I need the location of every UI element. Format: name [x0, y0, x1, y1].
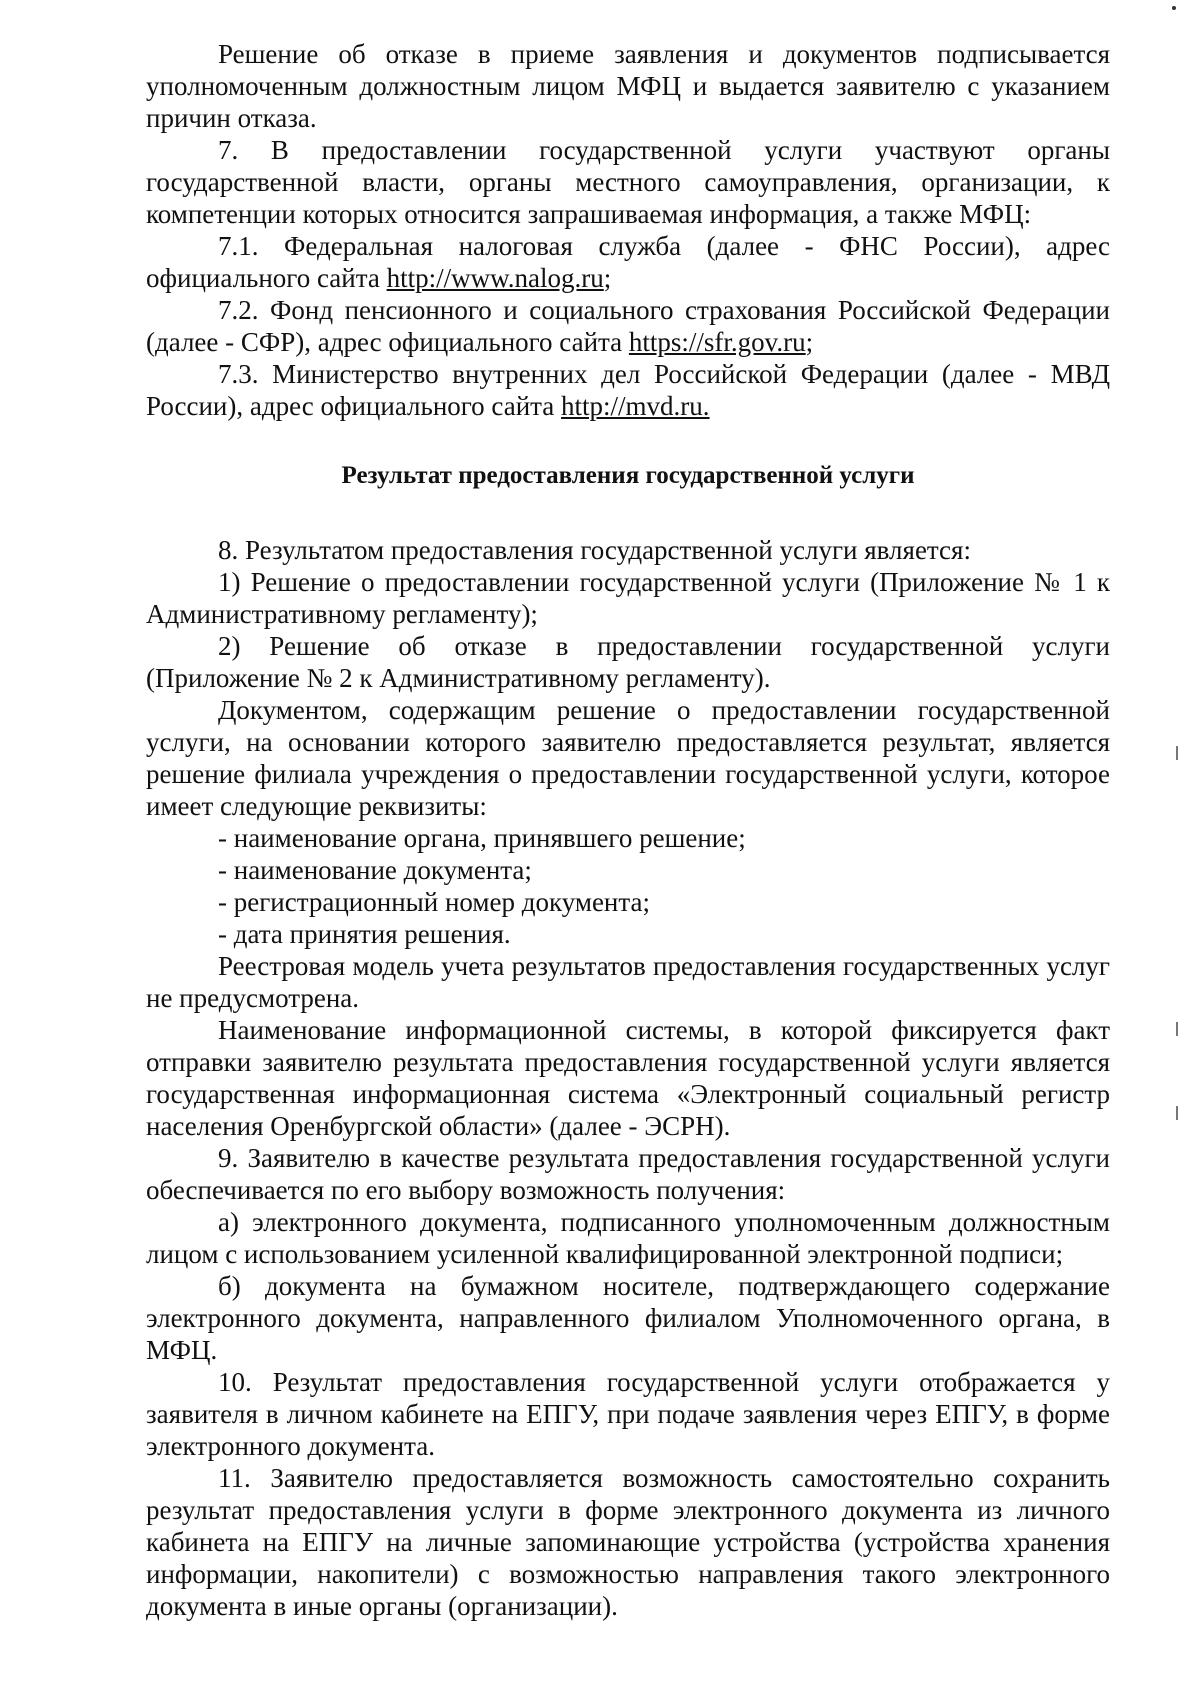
paragraph-9-options: 9. Заявителю в качестве результата предоставления государственной услуги обеспечивается по его выбору возможность получения:	[146, 1143, 1110, 1205]
paragraph-7-3-text: 7.3. Министерство внутренних дел Российской Федерации (далее - МВД России), адрес официального сайта	[146, 359, 1110, 421]
paragraph-8-2-refusal-decision: 2) Решение об отказе в предоставлении государственной услуги (Приложение № 2 к Административному регламенту).	[146, 631, 1110, 693]
paragraph-11-save: 11. Заявителю предоставляется возможность самостоятельно сохранить результат предоставления услуги в форме электронного документа из личного кабинета на ЕПГУ на личные запоминающие устройства (устройства хранения информации, накопители) с возможностью направления такого электронного документа в иные органы (организации).	[146, 1463, 1110, 1621]
list-item-document-name: - наименование документа;	[218, 855, 532, 885]
paragraph-7-1-tail: ;	[603, 263, 612, 293]
paragraph-decision-document: Документом, содержащим решение о предоставлении государственной услуги, на основании которого заявителю предоставляется результат, является решение филиала учреждения о предоставлении государственной услуги, которое имеет следующие реквизиты:	[146, 695, 1110, 821]
list-item-decision-date: - дата принятия решения.	[218, 919, 511, 949]
paragraph-7-2-tail: ;	[805, 327, 814, 357]
paragraph-7-2-sfr	[146, 294, 1110, 358]
scan-artifact-mark	[1176, 1106, 1178, 1120]
document-body	[146, 38, 1110, 1622]
paragraph-8-1-grant-decision: 1) Решение о предоставлении государственной услуги (Приложение № 1 к Административному регламенту);	[146, 567, 1110, 629]
paragraph-7-participants: 7. В предоставлении государственной услуги участвуют органы государственной власти, органы местного самоуправления, организации, к компетенции которых относится запрашиваемая информация, а также МФЦ:	[146, 135, 1110, 229]
list-item-organ-name: - наименование органа, принявшего решение;	[218, 823, 746, 853]
paragraph-registry-model: Реестровая модель учета результатов предоставления государственных услуг не предусмотрена.	[146, 951, 1110, 1013]
paragraph-7-2-text: 7.2. Фонд пенсионного и социального страхования Российской Федерации (далее - СФР), адрес официального сайта	[146, 295, 1110, 357]
paragraph-7-3-mvd	[146, 358, 1110, 422]
mvd-link[interactable]: http://mvd.ru.	[561, 391, 710, 421]
scan-artifact-mark	[1176, 746, 1178, 760]
paragraph-information-system: Наименование информационной системы, в которой фиксируется факт отправки заявителю результата предоставления государственной услуги является государственная информационная система «Электронный социальный регистр населения Оренбургской области» (далее - ЭСРН).	[146, 1015, 1110, 1141]
scan-artifact-mark	[1176, 1022, 1178, 1036]
paragraph-refusal-decision: Решение об отказе в приеме заявления и документов подписывается уполномоченным должностным лицом МФЦ и выдается заявителю с указанием причин отказа.	[146, 39, 1110, 133]
nalog-link[interactable]: http://www.nalog.ru	[386, 263, 604, 293]
paragraph-8-result: 8. Результатом предоставления государственной услуги является:	[218, 535, 971, 565]
paragraph-10-display: 10. Результат предоставления государственной услуги отображается у заявителя в личном кабинете на ЕПГУ, при подаче заявления через ЕПГУ, в форме электронного документа.	[146, 1367, 1110, 1461]
paragraph-7-1-text: 7.1. Федеральная налоговая служба (далее - ФНС России), адрес официального сайта	[146, 231, 1110, 293]
sfr-link[interactable]: https://sfr.gov.ru	[628, 327, 806, 357]
scan-artifact-dot	[1172, 6, 1176, 10]
paragraph-7-1-fns	[146, 230, 1110, 294]
list-item-registration-number: - регистрационный номер документа;	[218, 887, 650, 917]
paragraph-9-b-paper: б) документа на бумажном носителе, подтверждающего содержание электронного документа, направленного филиалом Уполномоченного органа, в МФЦ.	[146, 1271, 1110, 1365]
section-heading-result: Результат предоставления государственной услуги	[341, 462, 915, 489]
paragraph-9-a-electronic: а) электронного документа, подписанного уполномоченным должностным лицом с использованием усиленной квалифицированной электронной подписи;	[146, 1207, 1110, 1269]
